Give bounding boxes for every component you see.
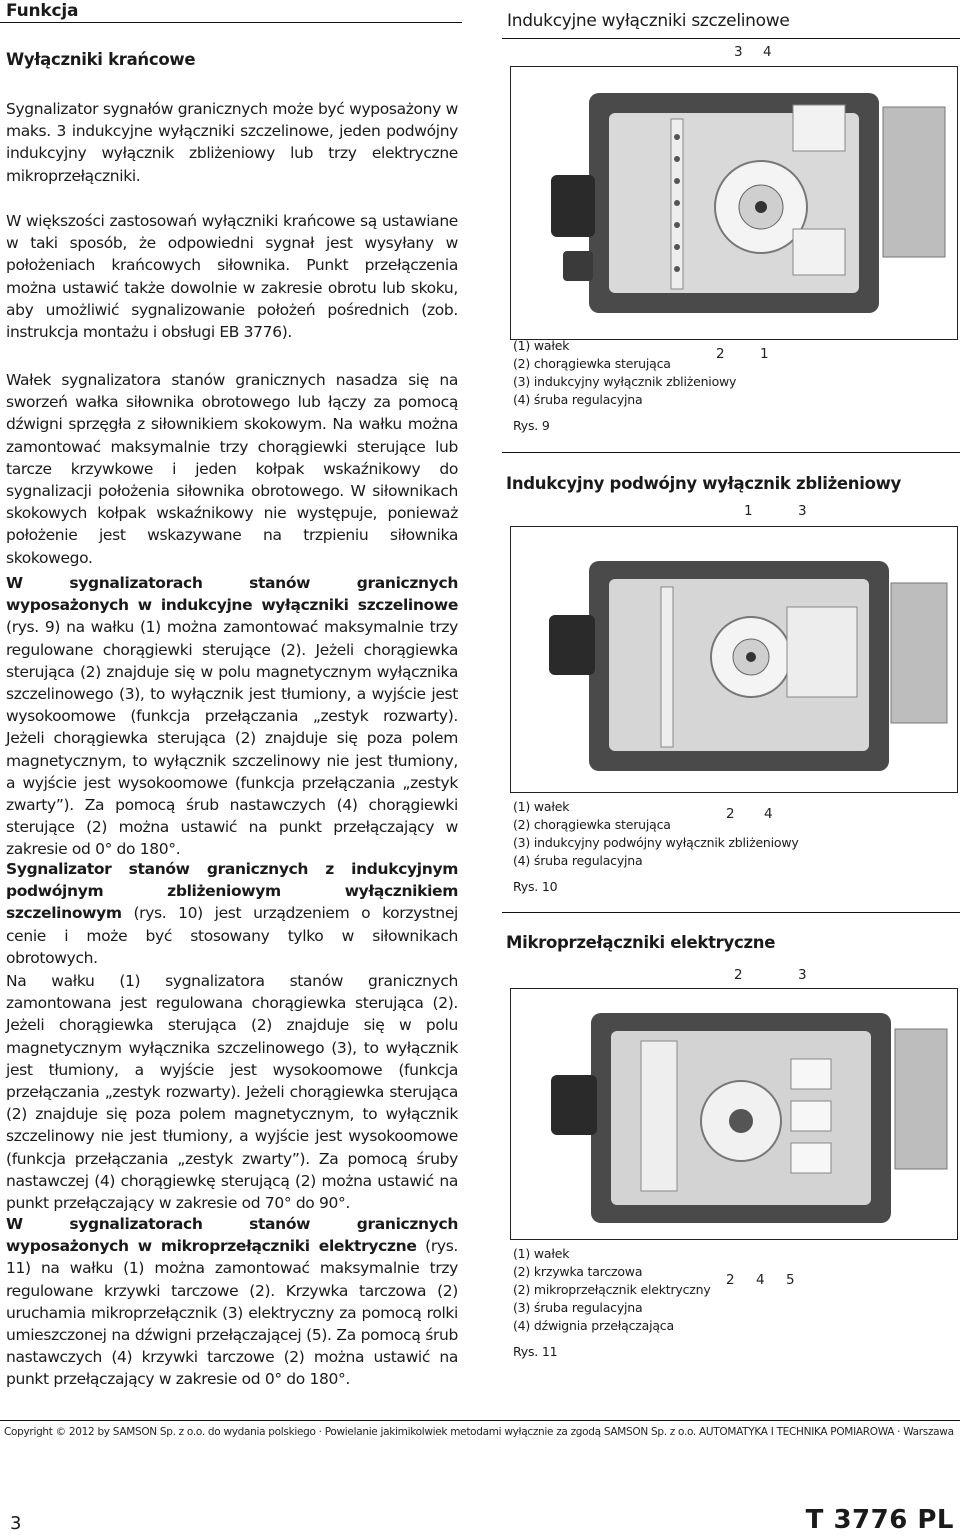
- footer-rule: [0, 1420, 960, 1421]
- legend-item: (3) indukcyjny podwójny wyłącznik zbliżeniowy: [513, 835, 799, 850]
- paragraph-4: [6, 572, 458, 861]
- fig10-caption: Rys. 10: [513, 879, 558, 894]
- fig11-photo: [510, 988, 958, 1240]
- paragraph-6: Na wałku (1) sygnalizatora stanów granicznych zamontowana jest regulowana chorągiewka sterująca (2). Jeżeli chorągiewka sterująca (2) znajduje się w polu magnetycznym wyłącznika szczelinowego (3), to wyłącznik jest tłumiony, a wyjście jest wysokoomowe (funkcja przełączania „zestyk rozwarty). Jeżeli chorągiewka sterująca (2) znajduje się poza polem magnetycznym, to wyłącznik szczelinowy nie jest tłumiony, a wyjście jest wysokoomowe (funkcja przełączania „zestyk zwarty”). Za pomocą śruby nastawczej (4) chorągiewkę sterującą (2) można ustawić na punkt przełączający w zakresie od 70° do 90°.: [6, 972, 458, 1213]
- legend-item: (2) mikroprzełącznik elektryczny: [513, 1282, 711, 1297]
- legend-item: (4) dźwignia przełączająca: [513, 1318, 674, 1333]
- legend-item: (1) wałek: [513, 799, 570, 814]
- paragraph-2: W większości zastosowań wyłączniki krańcowe są ustawiane w taki sposób, że odpowiedni sygnał jest wysyłany w położeniach krańcowych siłownika. Punkt przełączenia można ustawić także dowolnie w zakresie obrotu lub skoku, aby umożliwić sygnalizowanie położeń pośrednich (zob. instrukcja montażu i obsługi EB 3776).: [6, 212, 458, 342]
- fig9-callout-2: 2: [716, 346, 725, 362]
- figure-heading-inductive-slot: Indukcyjne wyłączniki szczelinowe: [507, 11, 790, 31]
- paragraph-7: [6, 1213, 458, 1391]
- legend-item: (4) śruba regulacyjna: [513, 853, 643, 868]
- document-code: T 3776 PL: [805, 1505, 954, 1535]
- fig9-callout-4: 4: [763, 44, 772, 60]
- fig11-title: Mikroprzełączniki elektryczne: [506, 933, 776, 952]
- legend-item: (2) chorągiewka sterująca: [513, 356, 671, 371]
- legend-item: (4) śruba regulacyjna: [513, 392, 643, 407]
- switch-housing-illustration: [511, 989, 957, 1239]
- legend-item: (1) wałek: [513, 1246, 570, 1261]
- page-number: 3: [10, 1513, 22, 1534]
- paragraph-4-lead: W sygnalizatorach stanów granicznych wyposażonych w indukcyjne wyłączniki szczelinowe: [6, 574, 458, 615]
- legend-item: (1) wałek: [513, 338, 570, 353]
- fig11-callout-2: 2: [734, 967, 743, 983]
- legend-item: (3) śruba regulacyjna: [513, 1300, 643, 1315]
- fig10-legend: [513, 798, 799, 896]
- fig11-callout-2b: 2: [726, 1272, 735, 1288]
- copyright-notice: Copyright © 2012 by SAMSON Sp. z o.o. do wydania polskiego · Powielanie jakimikolwiek metodami wyłącznie za zgodą SAMSON Sp. z o.o. AUTOMATYKA I TECHNIKA POMIAROWA · Warszawa: [4, 1426, 954, 1438]
- fig10-callout-2: 2: [726, 806, 735, 822]
- fig9-photo: [510, 66, 958, 340]
- fig11-rule: [502, 912, 960, 933]
- fig9-callout-1: 1: [760, 346, 769, 362]
- fig11-legend: [513, 1245, 711, 1361]
- legend-item: (2) krzywka tarczowa: [513, 1264, 643, 1279]
- paragraph-1: Sygnalizator sygnałów granicznych może być wyposażony w maks. 3 indukcyjne wyłączniki szczelinowe, jeden podwójny indukcyjny wyłącznik zbliżeniowy lub trzy elektryczne mikroprzełączniki.: [6, 100, 458, 185]
- fig9-callout-3: 3: [734, 44, 743, 60]
- fig10-callout-4: 4: [764, 806, 773, 822]
- paragraph-7-lead: W sygnalizatorach stanów granicznych wyposażonych w mikroprzełączniki elektryczne: [6, 1215, 458, 1256]
- paragraph-5-text: (rys. 10) jest urządzeniem o korzystnej cenie i może być stosowany tylko w siłownikach obrotowych.: [6, 904, 458, 967]
- legend-item: (2) chorągiewka sterująca: [513, 817, 671, 832]
- fig11-callout-4: 4: [756, 1272, 765, 1288]
- paragraph-4-text: (rys. 9) na wałku (1) można zamontować maksymalnie trzy regulowane chorągiewki sterujące (2). Jeżeli chorągiewka sterująca (2) znajduje się w polu magnetycznym wyłącznika szczelinowego (3), to wyłącznik jest tłumiony, a wyjście jest wysokoomowe (funkcja przełączania „zestyk rozwarty). Jeżeli chorągiewka sterująca (2) znajduje się poza polem magnetycznym, to wyłącznik szczelinowy nie jest tłumiony, a wyjście jest wysokoomowe (funkcja przełączania „zestyk zwarty”). Za pomocą śrub nastawczych (4) chorągiewki sterujące (2) można ustawić na punkt przełączający w zakresie od 0° do 180°.: [6, 618, 458, 859]
- legend-item: (3) indukcyjny wyłącznik zbliżeniowy: [513, 374, 737, 389]
- fig10-photo: [510, 526, 958, 793]
- paragraph-5-lead: Sygnalizator stanów granicznych z indukcyjnym podwójnym zbliżeniowym wyłącznikiem szczelinowym: [6, 860, 458, 923]
- fig10-rule: [502, 452, 960, 475]
- fig10-title: Indukcyjny podwójny wyłącznik zbliżeniowy: [506, 474, 902, 493]
- switch-housing-illustration: [511, 67, 957, 339]
- page-title: Wyłączniki krańcowe: [6, 50, 196, 69]
- paragraph-7-text: (rys. 11) na wałku (1) można zamontować maksymalnie trzy regulowane krzywki tarczowe (2). Krzywka tarczowa (2) uruchamia mikroprzełącznik (3) elektryczny za pomocą rolki umieszczonej na dźwigni przełączającej (5). Za pomocą śrub nastawczych (4) krzywki tarczowe (2) można ustawić na punkt przełączający w zakresie od 0° do 180°.: [6, 1237, 458, 1389]
- fig10-callout-3: 3: [798, 503, 807, 519]
- paragraph-5: [6, 858, 458, 969]
- fig10-callout-1: 1: [744, 503, 753, 519]
- switch-housing-illustration: [511, 527, 957, 792]
- fig9-caption: Rys. 9: [513, 418, 550, 433]
- fig11-callout-3: 3: [798, 967, 807, 983]
- paragraph-3: Wałek sygnalizatora stanów granicznych nasadza się na sworzeń wałka siłownika obrotowego lub łączy za pomocą dźwigni sprzęgła z siłownikiem skokowym. Na wałku można zamontować maksymalnie trzy chorągiewki sterujące lub tarcze krzywkowe i jeden kołpak wskaźnikowy do sygnalizacji położenia siłownika obrotowego. W siłownikach skokowych kołpak wskaźnikowy nie występuje, ponieważ położenie jest wskazywane na trzpieniu siłownika skokowego.: [6, 371, 458, 567]
- fig9-legend: [513, 337, 736, 435]
- fig11-caption: Rys. 11: [513, 1344, 558, 1359]
- fig11-callout-5: 5: [786, 1272, 795, 1288]
- section-heading: Funkcja: [6, 1, 79, 21]
